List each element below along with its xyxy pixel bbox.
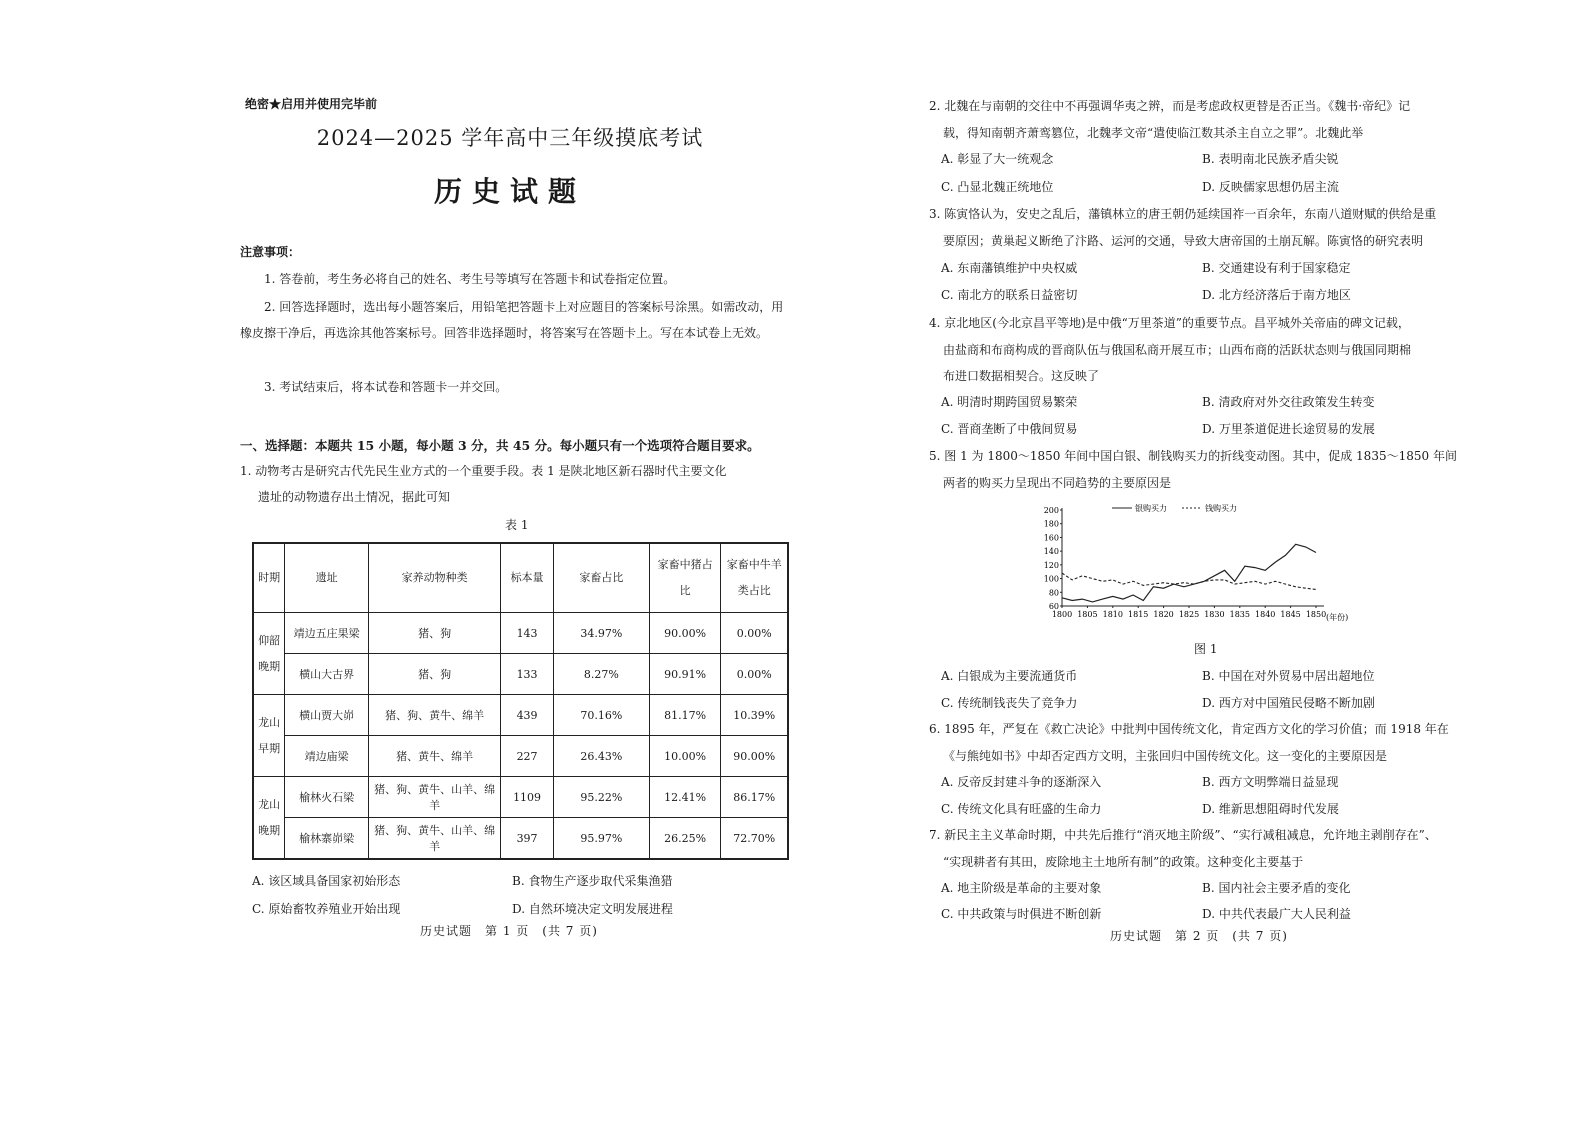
x-tick-label: 1835 [1229,610,1250,619]
option-c[interactable]: C. 传统文化具有旺盛的生命力 [941,802,1102,816]
table-cell: 34.97% [553,613,649,654]
question-line: 1. 动物考古是研究古代先民生业方式的一个重要手段。表 1 是陕北地区新石器时代主要文化 [240,464,727,478]
question-6-stem [929,716,1549,769]
note-1: 1. 答卷前，考生务必将自己的姓名、考生号等填写在答题卡和试卷指定位置。 [264,272,676,286]
table-row [253,654,788,695]
table-header-cell: 家畜中猪占比 [649,543,721,613]
option-c[interactable]: C. 传统制钱丧失了竞争力 [941,696,1078,710]
animal-remains-table [252,542,789,860]
table-header-cell: 标本量 [501,543,554,613]
table-cell: 81.17% [649,695,721,736]
confidential-label: 绝密★启用并使用完毕前 [245,97,378,111]
table-cell: 榆林寨峁梁 [285,818,369,860]
table-cell: 0.00% [721,654,788,695]
option-b[interactable]: B. 表明南北民族矛盾尖锐 [1202,152,1339,166]
option-b[interactable]: B. 中国在对外贸易中居出超地位 [1202,669,1375,683]
x-tick-label: 1825 [1178,610,1200,619]
x-tick-label: 1820 [1153,610,1174,619]
table-header-cell: 家养动物种类 [368,543,500,613]
question-7-stem [929,822,1549,875]
table-row [253,613,788,654]
table-cell: 猪、狗、黄牛、山羊、绵羊 [368,777,500,818]
option-d[interactable]: D. 北方经济落后于南方地区 [1202,288,1351,302]
table-cell: 72.70% [721,818,788,860]
table-cell: 猪、狗、黄牛、绵羊 [368,695,500,736]
question-line: “实现耕者有其田，废除地主土地所有制”的政策。这种变化主要基于 [943,854,1304,869]
table-cell: 86.17% [721,777,788,818]
period-cell: 龙山晚期 [253,777,285,860]
table-cell: 70.16% [553,695,649,736]
question-line: 7. 新民主主义革命时期，中共先后推行“消灭地主阶级”、“实行减租减息，允许地主剥削存在”、 [929,828,1437,842]
table-cell: 439 [501,695,554,736]
x-axis-label: (年份) [1326,613,1349,622]
subject-title: 历史试题 [433,175,586,208]
section-heading: 一、选择题：本题共 15 小题，每小题 3 分，共 45 分。每小题只有一个选项符合题目要求。 [240,438,760,453]
y-tick-label: 160 [1043,533,1059,543]
option-b[interactable]: B. 交通建设有利于国家稳定 [1202,261,1351,275]
option-d[interactable]: D. 西方对中国殖民侵略不断加剧 [1202,696,1375,710]
x-tick-label: 1800 [1051,610,1073,619]
option-d[interactable]: D. 自然环境决定文明发展进程 [512,902,673,916]
y-ticks [1044,506,1062,611]
option-b[interactable]: B. 清政府对外交往政策发生转变 [1202,395,1375,409]
table-cell: 26.43% [553,736,649,777]
period-cell: 龙山早期 [253,695,285,777]
table-header-cell: 家畜中牛羊类占比 [721,543,788,613]
y-tick-label: 140 [1043,547,1059,557]
question-line: 3. 陈寅恪认为，安史之乱后，藩镇林立的唐王朝仍延续国祚一百余年，东南八道财赋的供给是重 [929,207,1437,221]
question-line: 5. 图 1 为 1800～1850 年间中国白银、制钱购买力的折线变动图。其中，促成 1835～1850 年间 [929,449,1457,463]
question-line: 要原因；黄巢起义断绝了汴路、运河的交通，导致大唐帝国的土崩瓦解。陈寅恪的研究表明 [943,233,1424,248]
table-header-cell: 家畜占比 [553,543,649,613]
table-header-cell: 时期 [253,543,285,613]
option-a[interactable]: A. 彰显了大一统观念 [941,152,1054,166]
legend-copper-label: 钱购买力 [1205,504,1237,513]
table-cell: 10.39% [721,695,788,736]
table-cell: 397 [501,818,554,860]
x-tick-label: 1845 [1280,610,1301,619]
page-2 [794,0,1588,1123]
table-caption: 表 1 [505,518,529,532]
table-cell: 靖边五庄果梁 [285,613,369,654]
question-4-stem [929,310,1549,390]
table-cell: 133 [501,654,554,695]
x-tick-label: 1805 [1077,610,1098,619]
table-cell: 95.97% [553,818,649,860]
note-2: 2. 回答选择题时，选出每小题答案后，用铅笔把答题卡上对应题目的答案标号涂黑。如需改动，用橡皮擦干净后，再选涂其他答案标号。回答非选择题时，将答案写在答题卡上。写在本试卷上无效。 [240,300,784,340]
x-tick-label: 1850 [1305,610,1327,619]
table-cell: 143 [501,613,554,654]
option-b[interactable]: B. 食物生产逐步取代采集渔猎 [512,874,673,888]
question-3-stem [929,201,1549,254]
notes-title: 注意事项： [240,245,301,259]
note-3: 3. 考试结束后，将本试卷和答题卡一并交回。 [264,380,508,394]
period-cell: 仰韶晚期 [253,613,285,695]
table-cell: 95.22% [553,777,649,818]
y-tick-label: 100 [1043,574,1059,584]
option-a[interactable]: A. 白银成为主要流通货币 [941,669,1078,683]
table-cell: 10.00% [649,736,721,777]
table-row [253,736,788,777]
series-silver-line [1062,544,1316,602]
question-line: 2. 北魏在与南朝的交往中不再强调华夷之辨，而是考虑政权更替是否正当。《魏书·帝纪》记 [929,99,1411,113]
question-line: 《与熊纯如书》中却否定西方文明，主张回归中国传统文化。这一变化的主要原因是 [943,748,1388,763]
option-c[interactable]: C. 原始畜牧养殖业开始出现 [252,902,401,916]
table-row [253,695,788,736]
page-footer: 历史试题 第 1 页 (共 7 页) [420,924,598,938]
option-d[interactable]: D. 反映儒家思想仍居主流 [1202,180,1339,194]
table-cell: 猪、黄牛、绵羊 [368,736,500,777]
figure-caption: 图 1 [1194,642,1218,656]
question-line: 两者的购买力呈现出不同趋势的主要原因是 [943,475,1172,490]
option-b[interactable]: B. 国内社会主要矛盾的变化 [1202,881,1351,895]
table-cell: 90.00% [721,736,788,777]
table-header-row [253,543,788,613]
option-a[interactable]: A. 该区域具备国家初始形态 [252,874,401,888]
y-tick-label: 180 [1043,519,1059,529]
table-cell: 猪、狗、黄牛、山羊、绵羊 [368,818,500,860]
legend-silver-label: 银购买力 [1135,504,1167,513]
option-b[interactable]: B. 西方文明弊端日益显现 [1202,775,1339,789]
table-cell: 横山贾大峁 [285,695,369,736]
exam-title: 2024—2025 学年高中三年级摸底考试 [316,126,704,150]
option-c[interactable]: C. 凸显北魏正统地位 [941,180,1054,194]
option-d[interactable]: D. 维新思想阻碍时代发展 [1202,802,1339,816]
table-cell: 榆林火石梁 [285,777,369,818]
table-cell: 12.41% [649,777,721,818]
table-row [253,818,788,860]
y-tick-label: 60 [1048,602,1059,611]
question-line: 遗址的动物遗存出土情况，据此可知 [258,490,451,504]
table-cell: 1109 [501,777,554,818]
question-line: 布进口数据相契合。这反映了 [943,369,1100,383]
table-cell: 靖边庙梁 [285,736,369,777]
question-5-stem [929,443,1549,496]
y-tick-label: 80 [1048,588,1059,598]
series-copper-line [1062,573,1316,589]
option-a[interactable]: A. 反帝反封建斗争的逐渐深入 [941,775,1102,789]
legend [1112,503,1237,513]
table-cell: 0.00% [721,613,788,654]
option-a[interactable]: A. 东南藩镇维护中央权威 [941,261,1078,275]
table-cell: 90.91% [649,654,721,695]
table-cell: 横山大古界 [285,654,369,695]
x-tick-label: 1830 [1204,610,1225,619]
question-line: 4. 京北地区(今北京昌平等地)是中俄“万里茶道”的重要节点。昌平城外关帝庙的碑文记载， [929,316,1410,330]
y-tick-label: 120 [1043,560,1059,570]
option-c[interactable]: C. 中共政策与时俱进不断创新 [941,907,1102,921]
table-cell: 猪、狗 [368,654,500,695]
table-cell: 90.00% [649,613,721,654]
question-line: 由盐商和布商构成的晋商队伍与俄国私商开展互市；山西布商的活跃状态则与俄国同期棉 [943,342,1412,357]
option-d[interactable]: D. 中共代表最广大人民利益 [1202,907,1351,921]
purchasing-power-line-chart [1024,498,1349,628]
question-1-stem [240,458,795,510]
y-tick-label: 200 [1043,506,1059,515]
option-d[interactable]: D. 万里茶道促进长途贸易的发展 [1202,422,1375,436]
table-cell: 26.25% [649,818,721,860]
question-line: 载，得知南朝齐萧鸾篡位，北魏孝文帝“遣使临江数其杀主自立之罪”。北魏此举 [943,125,1364,140]
table-row [253,777,788,818]
x-tick-label: 1815 [1128,610,1149,619]
table-cell: 8.27% [553,654,649,695]
x-ticks [1052,606,1326,619]
question-2-stem [929,93,1549,146]
x-tick-label: 1840 [1255,610,1276,619]
x-tick-label: 1810 [1102,610,1123,619]
option-a[interactable]: A. 明清时期跨国贸易繁荣 [941,395,1078,409]
page-footer: 历史试题 第 2 页 (共 7 页) [1110,929,1288,943]
table-cell: 猪、狗 [368,613,500,654]
option-c[interactable]: C. 晋商垄断了中俄间贸易 [941,422,1078,436]
option-a[interactable]: A. 地主阶级是革命的主要对象 [941,881,1102,895]
table-header-cell: 遗址 [285,543,369,613]
option-c[interactable]: C. 南北方的联系日益密切 [941,288,1078,302]
question-line: 6. 1895 年，严复在《救亡决论》中批判中国传统文化，肯定西方文化的学习价值；而 1918 年在 [929,722,1449,736]
table-cell: 227 [501,736,554,777]
